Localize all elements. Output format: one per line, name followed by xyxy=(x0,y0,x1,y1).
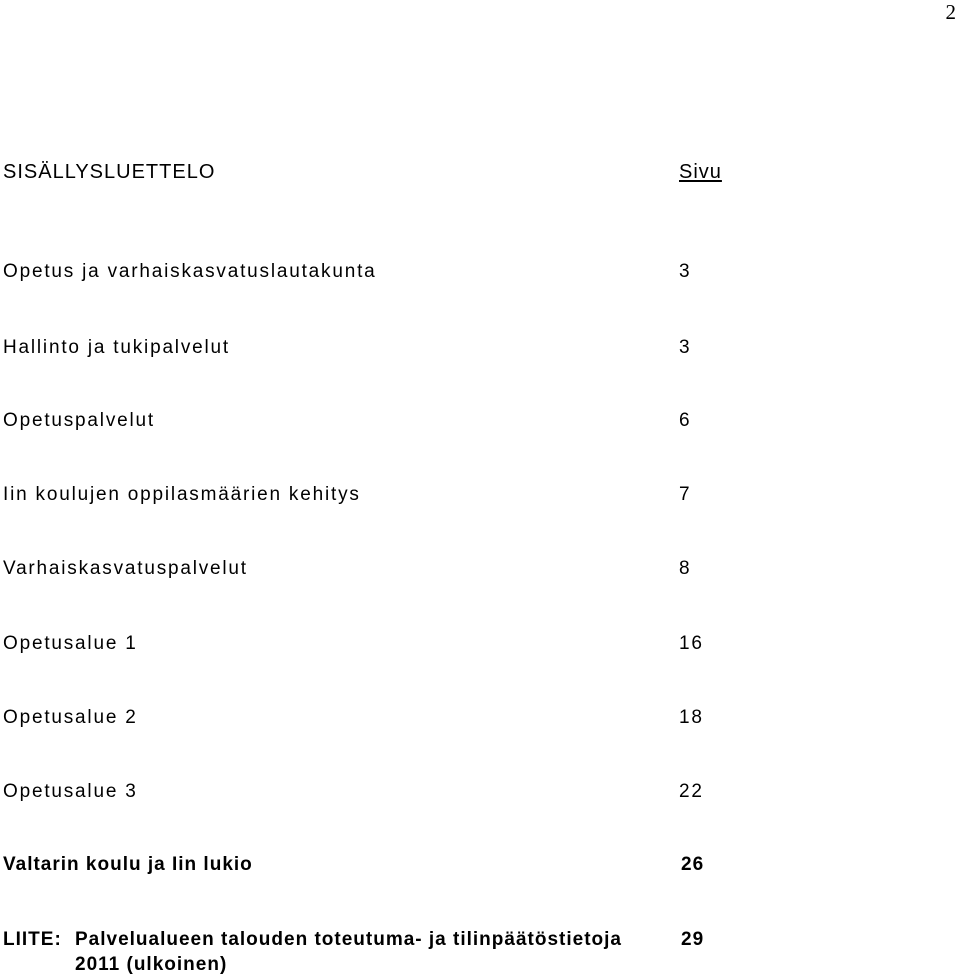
toc-entry-page: 16 xyxy=(679,633,704,654)
appendix-page: 29 xyxy=(681,929,705,950)
toc-entry-title: Hallinto ja tukipalvelut xyxy=(3,337,230,358)
toc-entry xyxy=(0,557,760,581)
appendix-title-line1: Palvelualueen talouden toteutuma- ja tilinpäätöstietoja xyxy=(75,929,622,950)
toc-entry xyxy=(0,780,760,804)
toc-title: SISÄLLYSLUETTELO xyxy=(3,161,216,183)
toc-entry-title: Opetusalue 1 xyxy=(3,633,138,654)
toc-entry-title: Opetusalue 3 xyxy=(3,781,138,802)
toc-entry-page: 18 xyxy=(679,707,704,728)
toc-entry-page: 3 xyxy=(679,261,692,282)
toc-entry xyxy=(0,853,760,877)
toc-entry-title: Iin koulujen oppilasmäärien kehitys xyxy=(3,484,361,505)
toc-entry xyxy=(0,706,760,730)
toc-entry-title: Opetus ja varhaiskasvatuslautakunta xyxy=(3,261,377,282)
toc-page-column-label: Sivu xyxy=(679,161,722,183)
toc-entry-page: 22 xyxy=(679,781,704,802)
toc-entry xyxy=(0,336,760,360)
appendix-title-line2: 2011 (ulkoinen) xyxy=(75,954,228,975)
toc-entry xyxy=(0,632,760,656)
toc-entry-title: Opetusalue 2 xyxy=(3,707,138,728)
toc-entry-page: 26 xyxy=(681,854,705,875)
toc-entry-page: 8 xyxy=(679,558,692,579)
toc-entry-title: Valtarin koulu ja Iin lukio xyxy=(3,854,253,875)
toc-appendix-entry xyxy=(0,928,760,978)
toc-entry xyxy=(0,483,760,507)
page-number: 2 xyxy=(945,0,956,24)
toc-entry-page: 7 xyxy=(679,484,692,505)
toc-entry-page: 3 xyxy=(679,337,692,358)
toc-entry-title: Opetuspalvelut xyxy=(3,410,155,431)
toc-entry-page: 6 xyxy=(679,410,692,431)
toc-entry xyxy=(0,409,760,433)
appendix-label: LIITE: xyxy=(3,929,62,950)
toc-entry-title: Varhaiskasvatuspalvelut xyxy=(3,558,248,579)
toc-entry xyxy=(0,260,760,284)
